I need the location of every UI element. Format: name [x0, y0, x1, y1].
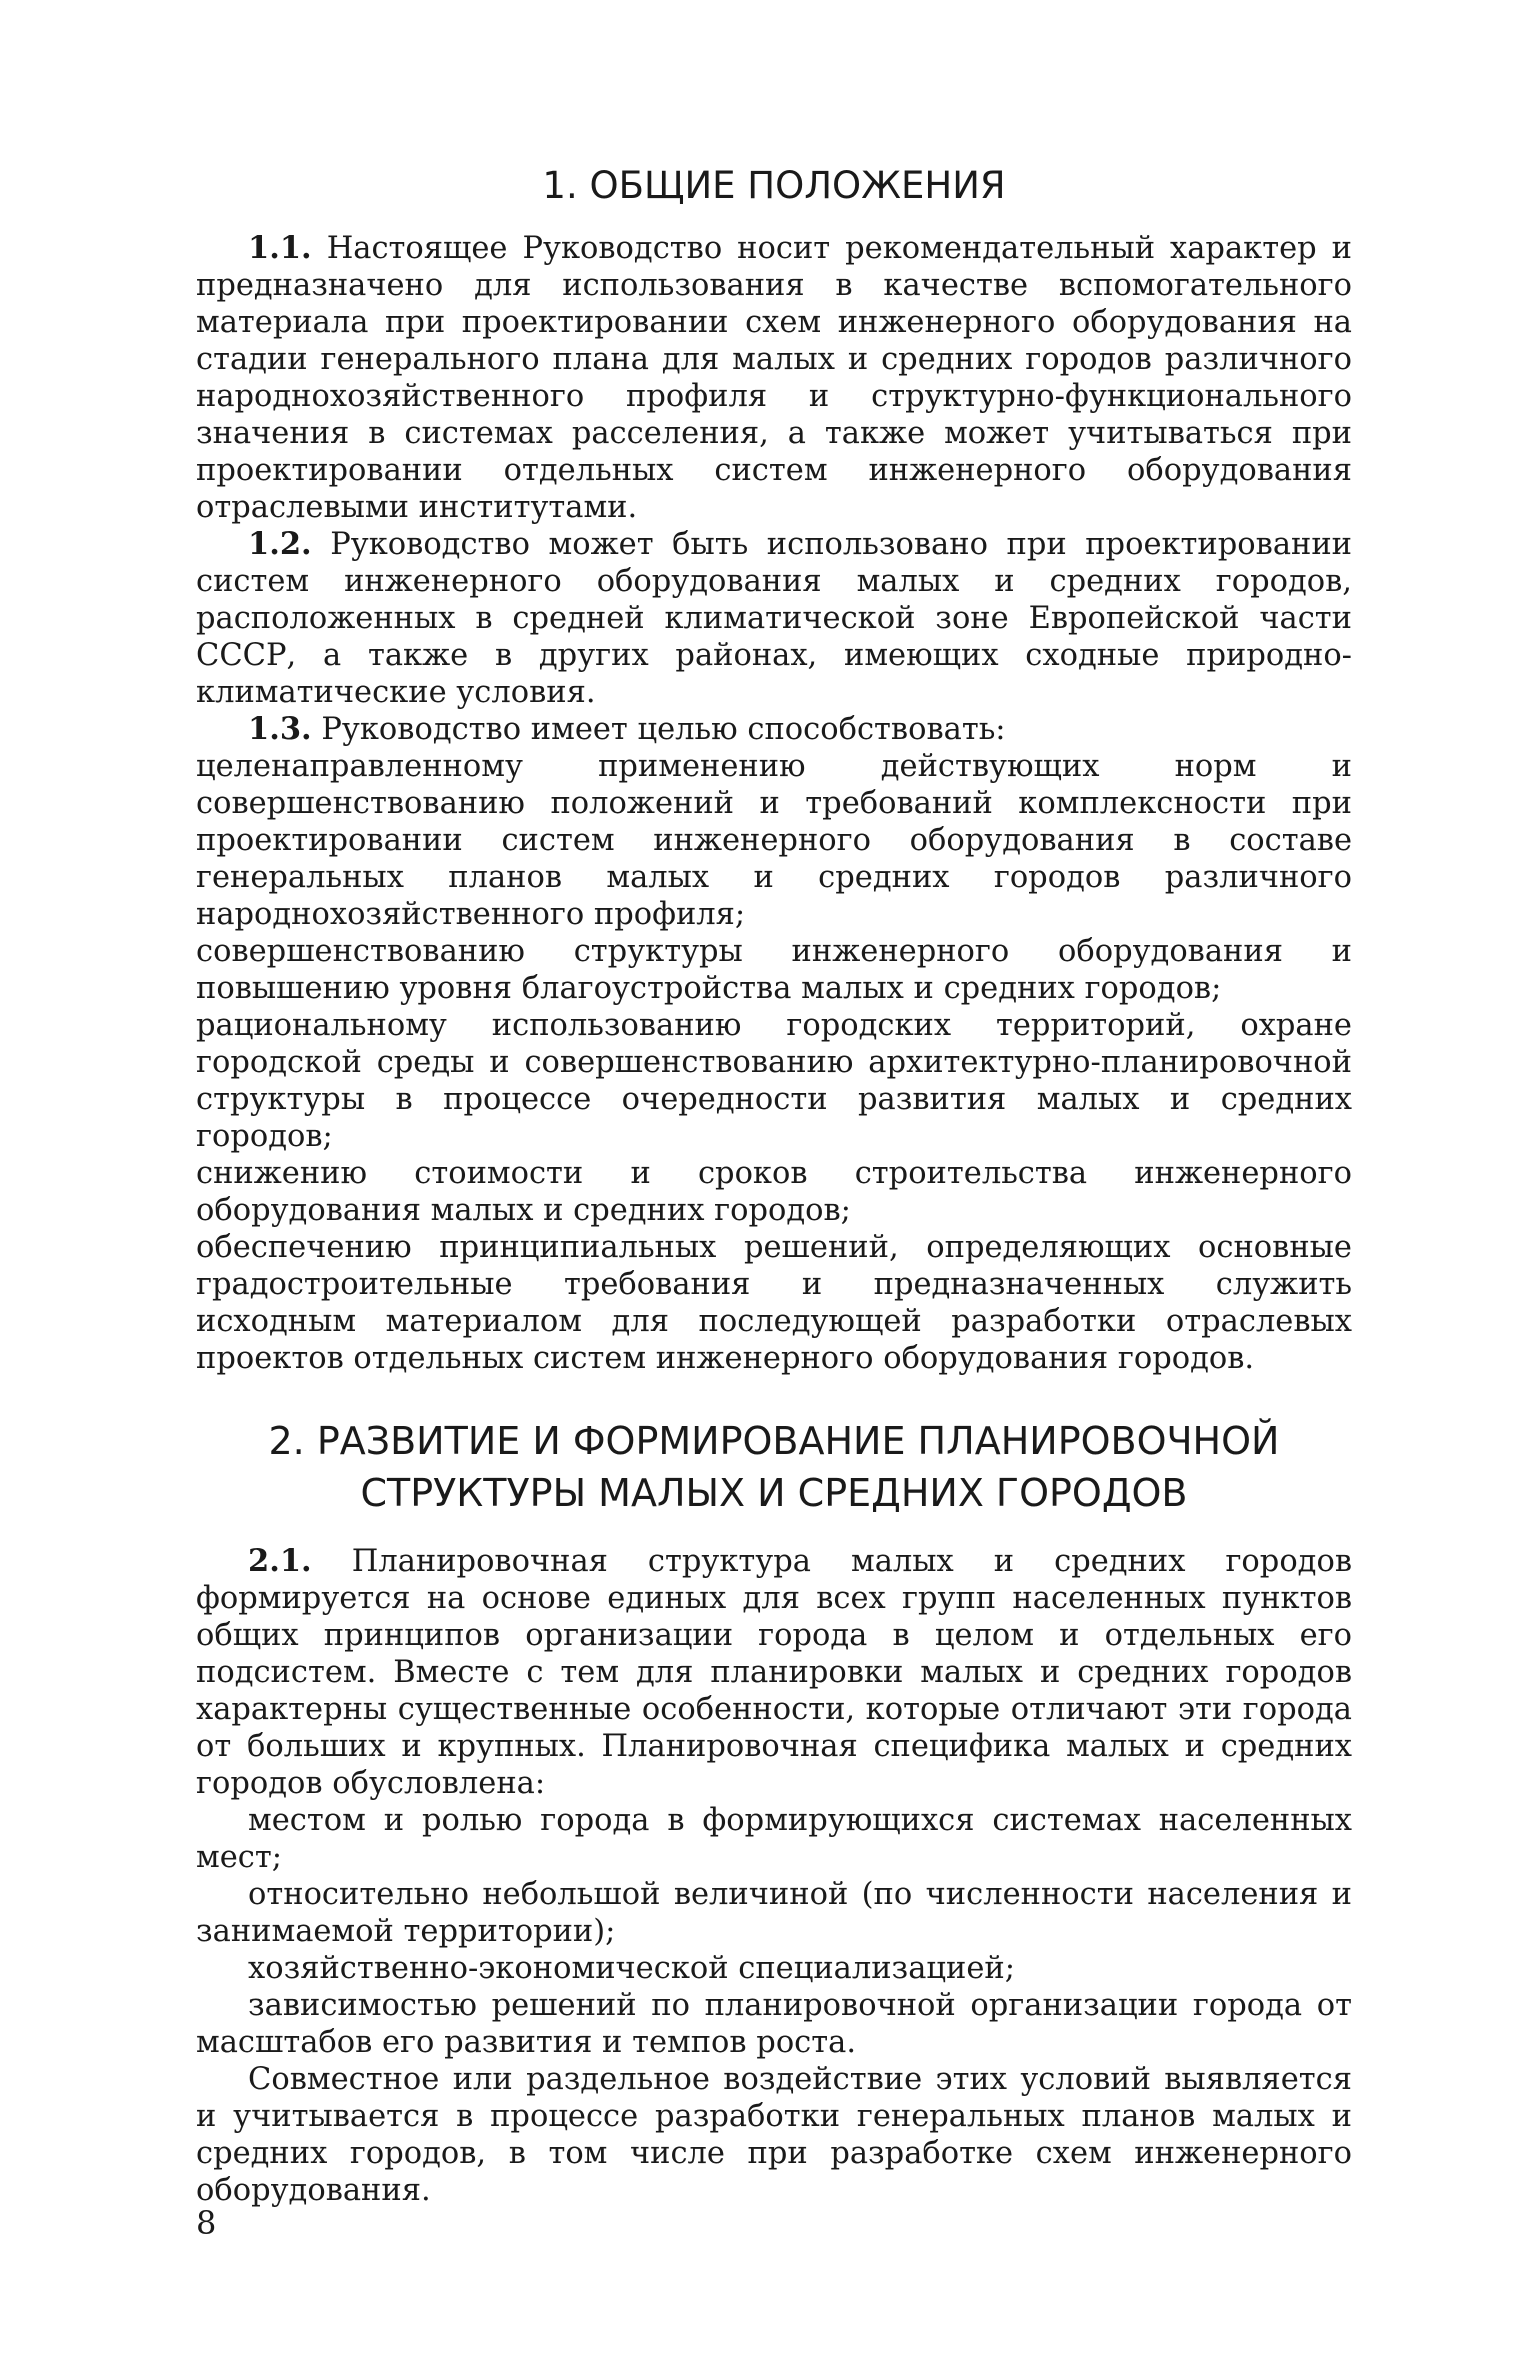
paragraph-text: Руководство имеет целью способствовать:: [321, 712, 1006, 747]
list-item: обеспечению принципиальных решений, определяющих основные градостроительные требования и предназначенных служить исходным материалом для последующей разработки отраслевых проектов отдельных систем инженерного оборудования городов.: [196, 1230, 1352, 1376]
paragraph-text: Настоящее Руководство носит рекомендательный характер и предназначено для использования в качестве вспомогательного материала при проектировании схем инженерного оборудования на стадии генерального плана для малых и средних городов различного народнохозяйственного профиля и структурно-функционального значения в системах расселения, а также может учитываться при проектировании отдельных систем инженерного оборудования отраслевыми институтами.: [196, 231, 1352, 525]
paragraph-1-1: [196, 230, 1352, 526]
section-2-title-line-1: 2. РАЗВИТИЕ И ФОРМИРОВАНИЕ ПЛАНИРОВОЧНОЙ: [268, 1419, 1280, 1463]
list-item: рациональному использованию городских территорий, охране городской среды и совершенствованию архитектурно-планировочной структуры в процессе очередности развития малых и средних городов;: [196, 1008, 1352, 1154]
list-item: местом и ролью города в формирующихся системах населенных мест;: [196, 1803, 1352, 1875]
list-item: относительно небольшой величиной (по численности населения и занимаемой территории);: [196, 1877, 1352, 1949]
list-item: зависимостью решений по планировочной организации города от масштабов его развития и темпов роста.: [196, 1988, 1352, 2060]
paragraph-2-1: [196, 1543, 1352, 1802]
page-number: 8: [196, 2204, 217, 2242]
list-item: совершенствованию структуры инженерного оборудования и повышению уровня благоустройства малых и средних городов;: [196, 934, 1352, 1006]
paragraph-number: 1.1.: [248, 230, 312, 266]
list-item: хозяйственно-экономической специализацией;: [248, 1951, 1015, 1986]
paragraph-1-3: [196, 711, 1352, 748]
closing-paragraph: Совместное или раздельное воздействие этих условий выявляется и учитывается в процессе разработки генеральных планов малых и средних городов, в том числе при разработке схем инженерного оборудования.: [196, 2062, 1352, 2208]
paragraph-1-2: [196, 526, 1352, 711]
paragraph-number: 1.2.: [248, 526, 312, 562]
list-item: снижению стоимости и сроков строительства инженерного оборудования малых и средних городов;: [196, 1156, 1352, 1228]
list-item: целенаправленному применению действующих норм и совершенствованию положений и требований комплексности при проектировании систем инженерного оборудования в составе генеральных планов малых и средних городов различного народнохозяйственного профиля;: [196, 749, 1352, 932]
paragraph-text: Руководство может быть использовано при проектировании систем инженерного оборудования малых и средних городов, расположенных в средней климатической зоне Европейской части СССР, а также в других районах, имеющих сходные природно-климатические условия.: [196, 527, 1352, 710]
document-page: [196, 150, 1352, 2209]
section-2-title-line-2: СТРУКТУРЫ МАЛЫХ И СРЕДНИХ ГОРОДОВ: [360, 1471, 1188, 1515]
paragraph-number: 2.1.: [248, 1543, 312, 1579]
paragraph-text: Планировочная структура малых и средних городов формируется на основе единых для всех групп населенных пунктов общих принципов организации города в целом и отдельных его подсистем. Вместе с тем для планировки малых и средних городов характерны существенные особенности, которые отличают эти города от больших и крупных. Планировочная специфика малых и средних городов обусловлена:: [196, 1544, 1352, 1801]
paragraph-number: 1.3.: [248, 711, 312, 747]
section-2-title: [196, 1415, 1352, 1519]
section-1-title: 1. ОБЩИЕ ПОЛОЖЕНИЯ: [542, 164, 1006, 207]
